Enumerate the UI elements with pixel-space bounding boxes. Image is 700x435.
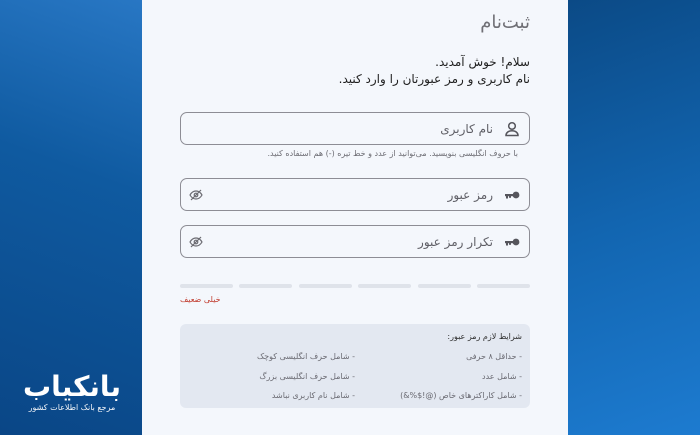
username-input[interactable] [223,113,493,144]
rule-item: - شامل عدد [482,372,522,381]
strength-segment [418,284,471,288]
rule-item: - شامل نام کاربری نباشد [271,391,355,400]
rule-item: - شامل حرف انگلیسی بزرگ [259,372,355,381]
username-hint: با حروف انگلیسی بنویسید. می‌توانید از عدد و خط تیره (-) هم استفاده کنید. [267,149,518,158]
eye-off-icon[interactable] [189,235,203,249]
bankyab-logo [10,372,134,414]
password-rules-box [180,324,530,408]
password-field[interactable] [180,178,530,211]
user-icon [503,120,521,138]
rules-title: شرایط لازم رمز عبور: [447,332,522,341]
password-strength-meter [180,284,530,289]
key-icon [503,233,521,251]
logo-tagline: مرجع بانک اطلاعات کشور [28,403,116,412]
rule-item: - شامل حرف انگلیسی کوچک [257,352,355,361]
strength-segment [477,284,530,288]
welcome-line-2: نام کاربری و رمز عبورتان را وارد کنید. [338,72,530,86]
brand-panel-left [0,0,142,435]
signup-panel [142,0,568,435]
rule-item: - حداقل ۸ حرفی [466,352,522,361]
password-repeat-input[interactable] [223,226,493,257]
strength-segment [299,284,352,288]
welcome-text [339,54,530,88]
strength-label: خیلی ضعیف [180,295,221,304]
rule-item: - شامل کاراکترهای خاص (@!$%&) [400,391,522,400]
eye-off-icon[interactable] [189,188,203,202]
strength-segment [239,284,292,288]
brand-panel-right [568,0,700,435]
strength-segment [180,284,233,288]
key-icon [503,186,521,204]
password-input[interactable] [223,179,493,210]
password-repeat-field[interactable] [180,225,530,258]
welcome-line-1: سلام! خوش آمدید. [435,55,530,69]
strength-segment [358,284,411,288]
page-title: ثبت‌نام [480,12,530,33]
logo-name: بانکیاب [23,370,121,403]
username-field[interactable] [180,112,530,145]
